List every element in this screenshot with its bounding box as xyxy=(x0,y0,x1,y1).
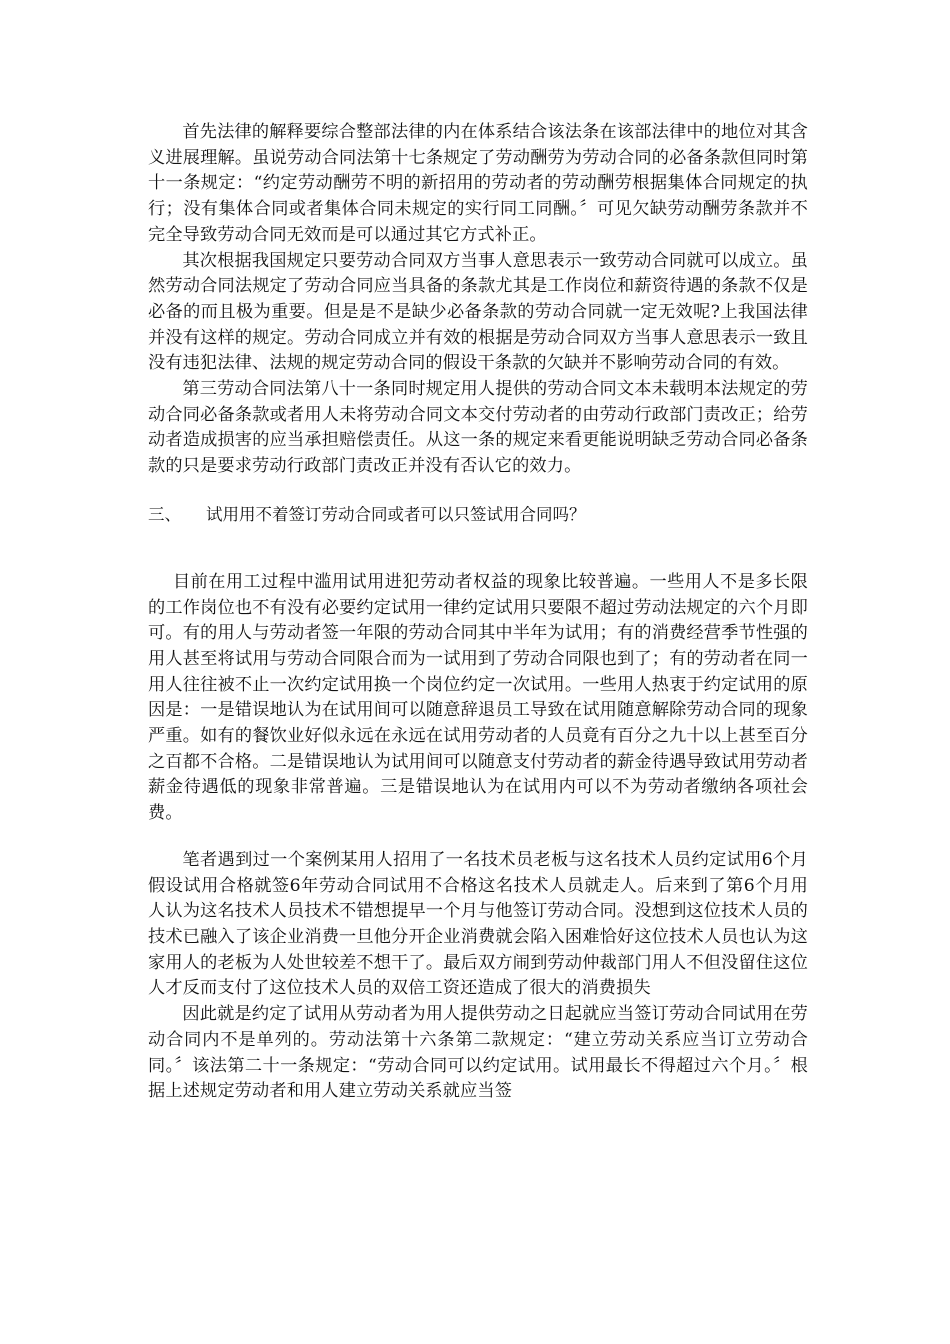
paragraph-contract-validity: 其次根据我国规定只要劳动合同双方当事人意思表示一致劳动合同就可以成立。虽然劳动合同法规定了劳动合同应当具备的条款尤其是工作岗位和薪资待遇的条款不仅是必备的而且极为重要。但是是不是缺少必备条款的劳动合同就一定无效呢?上我国法律并没有这样的规定。劳动合同成立并有效的根据是劳动合同双方当事人意思表示一致且没有违犯法律、法规的规定劳动合同的假设干条款的欠缺并不影响劳动合同的有效。 xyxy=(148,250,808,374)
paragraph-article-81: 第三劳动合同法第八十一条同时规定用人提供的劳动合同文本未载明本法规定的劳动合同必备条款或者用人未将劳动合同文本交付劳动者的由劳动行政部门责改正；给劳动者造成损害的应当承担赔偿责任。从这一条的规定来看更能说明缺乏劳动合同必备条款的只是要求劳动行政部门责改正并没有否认它的效力。 xyxy=(148,379,808,477)
paragraph-statutory-interpretation: 首先法律的解释要综合整部法律的内在体系结合该法条在该部法律中的地位对其含义进展理解。虽说劳动合同法第十七条规定了劳动酬劳为劳动合同的必备条款但同时第十一条规定：“约定劳动酬劳不明的新招用的劳动者的劳动酬劳根据集体合同规定的执行；没有集体合同或者集体合同未规定的实行同工同酬。〞可见欠缺劳动酬劳条款并不完全导致劳动合同无效而是可以通过其它方式补正。 xyxy=(148,122,808,245)
section-title: 试用用不着签订劳动合同或者可以只签试用合同吗？ xyxy=(206,504,586,524)
paragraph-conclusion: 因此就是约定了试用从劳动者为用人提供劳动之日起就应当签订劳动合同试用在劳动合同内不是单列的。劳动法第十六条第二款规定：“建立劳动关系应当订立劳动合同。〞该法第二十一条规定：“劳动合同可以约定试用。试用最长不得超过六个月。〞根据上述规定劳动者和用人建立劳动关系就应当签 xyxy=(148,1004,808,1102)
section-heading xyxy=(148,502,808,527)
spacer xyxy=(148,480,808,502)
document-page xyxy=(148,120,808,1105)
paragraph-probation-abuse: 目前在用工过程中滥用试用进犯劳动者权益的现象比较普遍。一些用人不是多长限的工作岗位也不有没有必要约定试用一律约定试用只要限不超过劳动法规定的六个月即可。有的用人与劳动者签一年限的劳动合同其中半年为试用；有的消费经营季节性强的用人甚至将试用与劳动合同限合而为一试用到了劳动合同限也到了；有的劳动者在同一用人往往被不止一次约定试用换一个岗位约定一次试用。一些用人热衷于约定试用的原因是：一是错误地认为在试用间可以随意辞退员工导致在试用随意解除劳动合同的现象严重。如有的餐饮业好似永远在永远在试用劳动者的人员竟有百分之九十以上甚至百分之百都不合格。二是错误地认为试用间可以随意支付劳动者的薪金待遇导致试用劳动者薪金待遇低的现象非常普遍。三是错误地认为在试用内可以不为劳动者缴纳各项社会费。 xyxy=(148,571,808,824)
spacer xyxy=(148,827,808,848)
section-number: 三、 xyxy=(148,504,181,524)
paragraph-case-example: 笔者遇到过一个案例某用人招用了一名技术员老板与这名技术人员约定试用6个月假设试用合格就签6年劳动合同试用不合格这名技术人员就走人。后来到了第6个月用人认为这名技术人员技术不错想提早一个月与他签订劳动合同。没想到这位技术人员的技术已融入了该企业消费一旦他分开企业消费就会陷入困难恰好这位技术人员也认为这家用人的老板为人处世较差不想干了。最后双方闹到劳动仲裁部门用人不但没留住这位人才反而支付了这位技术人员的双倍工资还造成了很大的消费损失 xyxy=(148,849,808,999)
spacer xyxy=(148,527,808,570)
